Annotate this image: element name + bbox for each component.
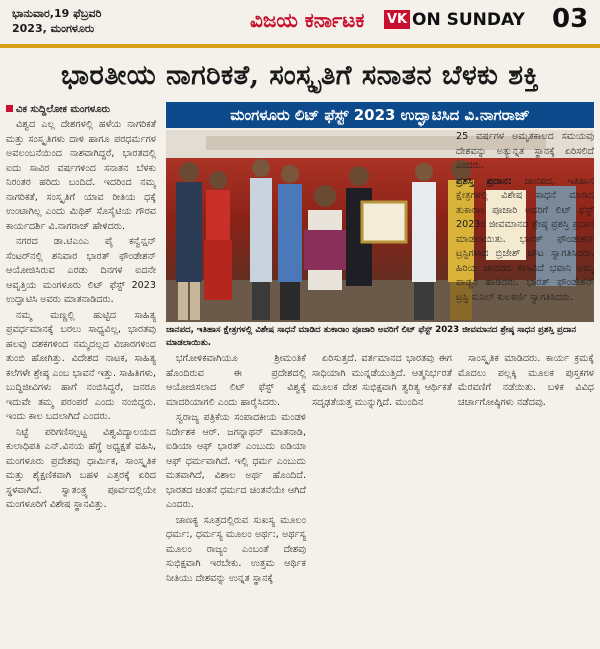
newspaper-logo: ವಿಜಯ ಕರ್ನಾಟಕ: [250, 8, 365, 32]
page-number: 03: [552, 4, 589, 34]
article-column-2: [166, 352, 306, 646]
paragraph: ಏರಿಸುತ್ತದೆ. ವರ್ತಮಾನದ ಭಾರತವು ಈಗ ಸಾಧಿಯಾಗಿ ಮುನ್ನಡೆಯುತ್ತಿದೆ. ಆತ್ಮನಿರ್ಭರತೆ ಮೂಲಕ ದೇಶ ಸುಭಿಕ್ಷವಾಗಿ ತ್ವರಿತ್ಯ ಆರ್ಥಿಕತೆ ಸದೃಢತೆಯತ್ತ ಮುನ್ನುಗ್ಗಿದೆ. ಮುಂದಿನ: [312, 353, 452, 408]
award-text: ಜಾನಪದ, ಇತಿಹಾಸ ಕ್ಷೇತ್ರಗಳಲ್ಲಿ ವಿಶೇಷ ಸಾಧನೆ ಮಾಡಿದ ತುಕಾರಾಂ ಪೂಜಾರಿ ಅವರಿಗೆ ಲಿಟ್ ಫೆಸ್ಟ್ 2023ರ ಜೀವಮಾನದ ಶ್ರೇಷ್ಠ ಪ್ರಶಸ್ತಿ ಪ್ರದಾನ ಮಾಡಲಾಯಿತು. ಭಾರತ್ ಫೌಂಡೇಶನ್ ಟ್ರಸ್ಟಿಗಳಾದ ಬ್ರಿಜೇಶ್ ಚೌಟ ಸ್ವಾಗತಿಸಿದರು. ಹಿರಿಯ ಜಾನಪದ ಕಲಾವಿದೆ ಭವಾನಿ ಅಮ್ಮ ಪಾಡ್ದನ ಹಾಡಿದರು. ಭಾರತ್ ಫೌಂಡೇಶನ್ ಟ್ರಸ್ಟಿ ಸುನಿಲ್ ಕುಲಕರ್ಣಿ ಸ್ವಾಗತಿಸಿದರು.: [456, 175, 594, 303]
article-column-right: [456, 130, 594, 350]
paragraph: ಚಾಣಕ್ಯ ಸೂತ್ರದಲ್ಲಿರುವ ಸುಖಸ್ಯ ಮೂಲಂ ಧರ್ಮ:, ಧರ್ಮಸ್ಯ ಮೂಲಂ ಅರ್ಥ:, ಅರ್ಥಸ್ಯ ಮೂಲಂ ರಾಜ್ಯಂ ಎಂಬಂತೆ ದೇಶವು ಸುಭಿಕ್ಷವಾಗಿ ಇರಬೇಕು. ಉತ್ತಮ ಆರ್ಥಿಕ ನೀತಿಯು ದೇಶವನ್ನು ಉನ್ನತ ಸ್ಥಾನಕ್ಕೆ: [166, 514, 306, 584]
paragraph: ನಿಟ್ಟೆ ಪರಿಗಣಿಸಲ್ಪಟ್ಟ ವಿಶ್ವವಿದ್ಯಾಲಯದ ಕುಲಾಧಿಪತಿ ಎನ್.ವಿನಯ ಹೆಗ್ಡೆ ಅಧ್ಯಕ್ಷತೆ ವಹಿಸಿ, ಮಂಗಳೂರು ಪ್ರದೇಶವು ಧಾರ್ಮಿಕ, ಸಾಂಸ್ಕೃತಿಕ ಮತ್ತು ಶೈಕ್ಷಣಿಕವಾಗಿ ಬಹಳ ಎತ್ತರಕ್ಕೆ ಏರಿದ ಸ್ಥಳವಾಗಿದೆ. ಸ್ವಾತಂತ್ರ್ಯ ಪೂರ್ವದಲ್ಲಿಯೇ ಮಂಗಳೂರಿಗೆ ವಿಶೇಷ ಸ್ಥಾನವಿತ್ತು.: [6, 426, 156, 510]
article-column-3: [312, 352, 452, 646]
article-headline: ಭಾರತೀಯ ನಾಗರಿಕತೆ, ಸಂಸ್ಕೃತಿಗೆ ಸನಾತನ ಬೆಳಕು ಶಕ್ತಿ: [60, 60, 540, 91]
paragraph: ನಮ್ಮ ಮಣ್ಣಲ್ಲಿ ಹುಟ್ಟಿದ ಸಾಹಿತ್ಯ ಪ್ರವರ್ಧಮಾನಕ್ಕೆ ಬರಲು ಸಾಧ್ಯವಿಲ್ಲ, ಭಾರತವು ಹಲವು ದಶಕಗಳಿಂದ ನಮ್ಮದಲ್ಲದ ವಿಚಾರಗಳಿಂದ ತುಂಬಿ ಹೋಗಿತ್ತು. ವಿದೇಶದ ನಾಟಕ, ಸಾಹಿತ್ಯ ಕಲೆಗಳೇ ಶ್ರೇಷ್ಠ ಎಂಬ ಭಾವನೆ ಇತ್ತು. ಸಾಹಿತಿಗಳು, ಬುದ್ಧಿಜೀವಿಗಳು ಹಾಗೆ ನಂಬಿಸಿದ್ದರೆ, ಜನರೂ ಇದುವೇ ತಮ್ಮ ಪರಂಪರೆ ಎಂದು ನಂಬಿದ್ದರು. ಇಂದು ಕಾಲ ಬದಲಾಗಿದೆ ಎಂದರು.: [6, 309, 156, 422]
vk-badge: VK: [384, 10, 410, 29]
date-line-1: ಭಾನುವಾರ,19 ಫೆಬ್ರವರಿ: [12, 7, 102, 20]
award-subheading: ಪ್ರಶಸ್ತಿ ಪ್ರದಾನ:: [456, 175, 512, 187]
paragraph: ನಗರದ ಡಾ.ಟಿಎಂಎ ಪೈ ಕನ್ವೆನ್ಷನ್ ಸೆಂಟರ್‌ನಲ್ಲಿ ಶನಿವಾರ ಭಾರತ್ ಫೌಂಡೇಶನ್ ಆಯೋಜಿಸಿರುವ ಎರಡು ದಿನಗಳ ಐದನೇ ಆವೃತ್ತಿಯ ಮಂಗಳೂರು ಲಿಟ್ ಫೆಸ್ಟ್ 2023 ಉದ್ಘಾಟಿಸಿ ಅವರು ಮಾತನಾಡಿದರು.: [6, 236, 156, 305]
article-subhead: ಮಂಗಳೂರು ಲಿಟ್ ಫೆಸ್ಟ್ 2023 ಉದ್ಘಾಟಿಸಿದ ವಿ.ನಾಗರಾಜ್: [166, 102, 594, 128]
paragraph: 25 ವರ್ಷಗಳ ಅಮೃತಕಾಲದ ಸಮಯವು ದೇಶವನ್ನು ಅತ್ಯುನ್ನತ ಸ್ಥಾನಕ್ಕೆ ಏರಿಸಲಿದೆ ಎಂದರು.: [456, 131, 594, 171]
issue-date: [12, 6, 101, 36]
masthead: [0, 0, 600, 46]
byline-place: ಮಂಗಳೂರು: [70, 104, 111, 115]
paragraph: ವಿಶ್ವದ ಎಲ್ಲ ದೇಶಗಳಲ್ಲಿ ಹಳೆಯ ನಾಗರಿಕತೆ ಮತ್ತು ಸಂಸ್ಕೃತಿಗಳು ದಾಳಿ ಹಾಗೂ ಪರಧರ್ಮಗಳ ಅವಲಂಬನೆಯಿಂದ ನಾಶವಾಗಿದ್ದರೆ, ಭಾರತದಲ್ಲಿ ಐದು ಸಾವಿರ ವರ್ಷಗಳಿಂದ ಸನಾತನ ಬೆಳಕು ನಿರಂತರ ಹರಿದು ಬಂದಿದೆ. ಇದರಿಂದ ನಮ್ಮ ನಾಗರಿಕತೆ, ಸಂಸ್ಕೃತಿಗೆ ಯಾವ ರೀತಿಯ ಧಕ್ಕೆ ಉಂಟಾಗಿಲ್ಲ ಎಂದು ಮಿಥಿಕ್ ಸೊಸೈಟಿಯ ಗೌರವ ಕಾರ್ಯದರ್ಶಿ ವಿ.ನಾಗರಾಜ್ ಹೇಳಿದರು.: [6, 119, 156, 232]
byline-source: ವಿಕ ಸುದ್ದಿಲೋಕ: [16, 104, 67, 115]
paragraph: ಭಗೋಳಿಕವಾಗಿಯೂ ಶ್ರೀಮಂತಿಕೆ ಹೊಂದಿರುವ ಈ ಪ್ರದೇಶದಲ್ಲಿ ಆಯೋಜಿಸಲಾದ ಲಿಟ್ ಫೆಸ್ಟ್ ವಿಶ್ವಕ್ಕೆ ಮಾದರಿಯಾಗಲಿ ಎಂದು ಹಾರೈಸಿದರು.: [166, 353, 306, 408]
paragraph: ಸ್ವರಾಜ್ಯ ಪತ್ರಿಕೆಯ ಸಂಪಾದಕೀಯ ಮಂಡಳಿ ನಿರ್ದೇಶಕ ಆರ್. ಜಗನ್ನಾಥನ್ ಮಾತನಾಡಿ, ಐಡಿಯಾ ಆಫ್ ಭಾರತ್ ಎಂಬುದು ಐಡಿಯಾ ಆಫ್ ಧರ್ಮವಾಗಿದೆ. ಇಲ್ಲಿ ಧರ್ಮ ಎಂಬುದು ಮತವಾಗಿದೆ, ವಿಶಾಲ ಅರ್ಥ ಹೊಂದಿದೆ. ಭಾರತದ ಚಿಂತನೆ ಧರ್ಮದ ಚಿಂತನೆಯೇ ಆಗಿದೆ ಎಂದರು.: [166, 412, 306, 510]
paragraph: ಸಾಂಸ್ಕೃತಿಕ ಮಾಡಿದರು. ಕಾರ್ಯ ಕ್ರಮಕ್ಕೆ ಮೊದಲು ಪಲ್ಲಕ್ಕಿ ಮೂಲಕ ಪುಸ್ತಕಗಳ ಮೆರವಣಿಗೆ ನಡೆಯಿತು. ಬಳಿಕ ವಿವಿಧ ಚರ್ಚಾಗೋಷ್ಠಿಗಳು ನಡೆದವು.: [458, 353, 594, 408]
date-line-2: 2023, ಮಂಗಳೂರು: [12, 22, 95, 35]
edition-label: ON SUNDAY: [412, 10, 525, 30]
article-column-4: [458, 352, 594, 646]
article-column-1: [6, 118, 156, 646]
byline: [6, 104, 110, 115]
award-paragraph: [456, 175, 594, 306]
masthead-rule: [0, 44, 600, 48]
photo-caption: ಜಾನಪದ, ಇತಿಹಾಸ ಕ್ಷೇತ್ರಗಳಲ್ಲಿ ವಿಶೇಷ ಸಾಧನೆ ಮಾಡಿದ ತುಕಾರಾಂ ಪೂಜಾರಿ ಅವರಿಗೆ ಲಿಟ್ ಫೆಸ್ಟ್ 2023 ಜೀವಮಾನದ ಶ್ರೇಷ್ಠ ಸಾಧನ ಪ್ರಶಸ್ತಿ ಪ್ರದಾನ ಮಾಡಲಾಯಿತು.: [166, 325, 577, 348]
byline-marker-icon: [6, 105, 13, 112]
